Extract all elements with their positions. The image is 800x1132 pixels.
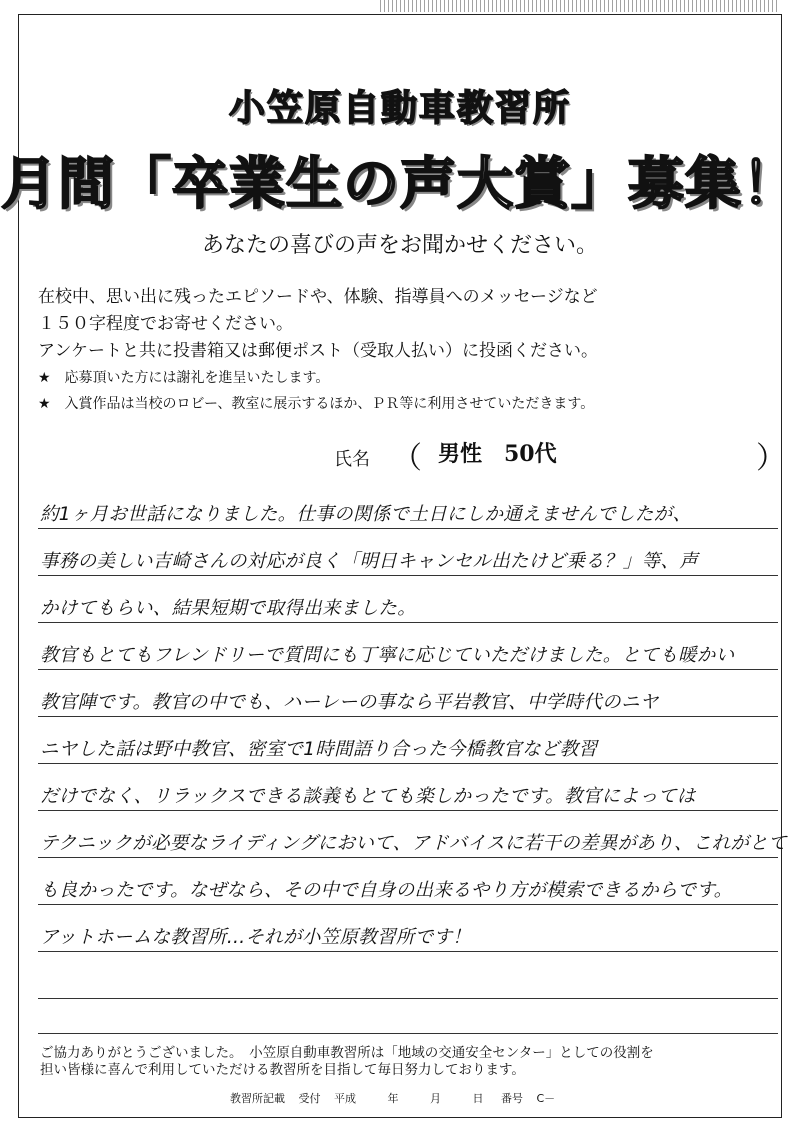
usage-note: ★ 入賞作品は当校のロビー、教室に展示するほか、ＰＲ等に利用させていただきます。 [38,396,595,412]
ruled-line [38,951,778,952]
subtitle: あなたの喜びの声をお聞かせください。 [201,233,598,258]
handwritten-line: 約1ヶ月お世話になりました。仕事の関係で土日にしか通えませんでしたが、 [40,504,692,525]
instruction-line: アンケートと共に投書箱又は郵便ポスト（受取人払い）に投函ください。 [38,341,598,361]
office-label: 教習所記載 [230,1092,285,1105]
handwritten-line: かけてもらい、結果短期で取得出来ました。 [40,598,417,619]
campaign-title: 月間「卒業生の声大賞」募集！ [1,152,799,217]
year-label: 年 [387,1092,399,1105]
instructions [38,284,778,417]
name-label: 氏名 [334,449,370,470]
ruled-line [38,857,778,858]
ruled-line [38,810,778,811]
month-label: 月 [430,1092,441,1105]
handwritten-line: 教官もとてもフレンドリーで質問にも丁寧に応じていただけました。とても暖かい [40,645,735,666]
name-value: 男性 50代 [438,441,557,467]
ruled-line [38,763,778,764]
reward-note: ★ 応募頂いた方には謝礼を進呈いたします。 [38,370,330,386]
ruled-line [38,669,778,670]
handwritten-line: アットホームな教習所…それが小笠原教習所です！ [40,927,472,948]
ruled-line [38,998,778,999]
handwritten-line: 教官陣です。教官の中でも、ハーレーの事なら平岩教官、中学時代のニヤ [40,692,659,713]
footer-message [40,1045,780,1079]
received-label: 受付 [298,1092,321,1105]
close-paren: ） [756,441,786,476]
open-paren: （ [392,441,422,476]
instruction-line: １５０字程度でお寄せください。 [38,314,293,334]
handwritten-line: 事務の美しい吉崎さんの対応が良く「明日キャンセル出たけど乗る？」等、声 [40,551,699,572]
scan-noise [380,0,780,12]
number-code: C－ [536,1092,556,1105]
handwritten-line: ニヤした話は野中教官、密室で1時間語り合った今橋教官など教習 [40,739,598,760]
number-label: 番号 [501,1092,523,1105]
handwritten-line: だけでなく、リラックスできる談義もとても楽しかったです。教官によっては [40,786,696,807]
ruled-line [38,622,778,623]
footer-line: 担い皆様に喜んで利用していただける教習所を目指して毎日努力しております。 [40,1062,525,1078]
ruled-line [38,716,778,717]
handwritten-line: も良かったです。なぜなら、その中で自身の出来るやり方が模索できるからです。 [40,880,733,901]
footer-line: ご協力ありがとうございました。 小笠原自動車教習所は「地域の交通安全センター」としての役割を [40,1045,654,1061]
school-title: 小笠原自動車教習所 [228,88,571,129]
instruction-line: 在校中、思い出に残ったエピソードや、体験、指導員へのメッセージなど [38,287,598,307]
era-label: 平成 [334,1092,356,1105]
office-use-row [230,1090,583,1106]
ruled-line [38,575,778,576]
ruled-line [38,1033,778,1034]
ruled-line [38,904,778,905]
handwritten-line: テクニックが必要なライディングにおいて、アドバイスに若干の差異があり、これがとて [40,833,787,854]
ruled-line [38,528,778,529]
day-label: 日 [472,1092,484,1105]
name-field [330,435,786,476]
